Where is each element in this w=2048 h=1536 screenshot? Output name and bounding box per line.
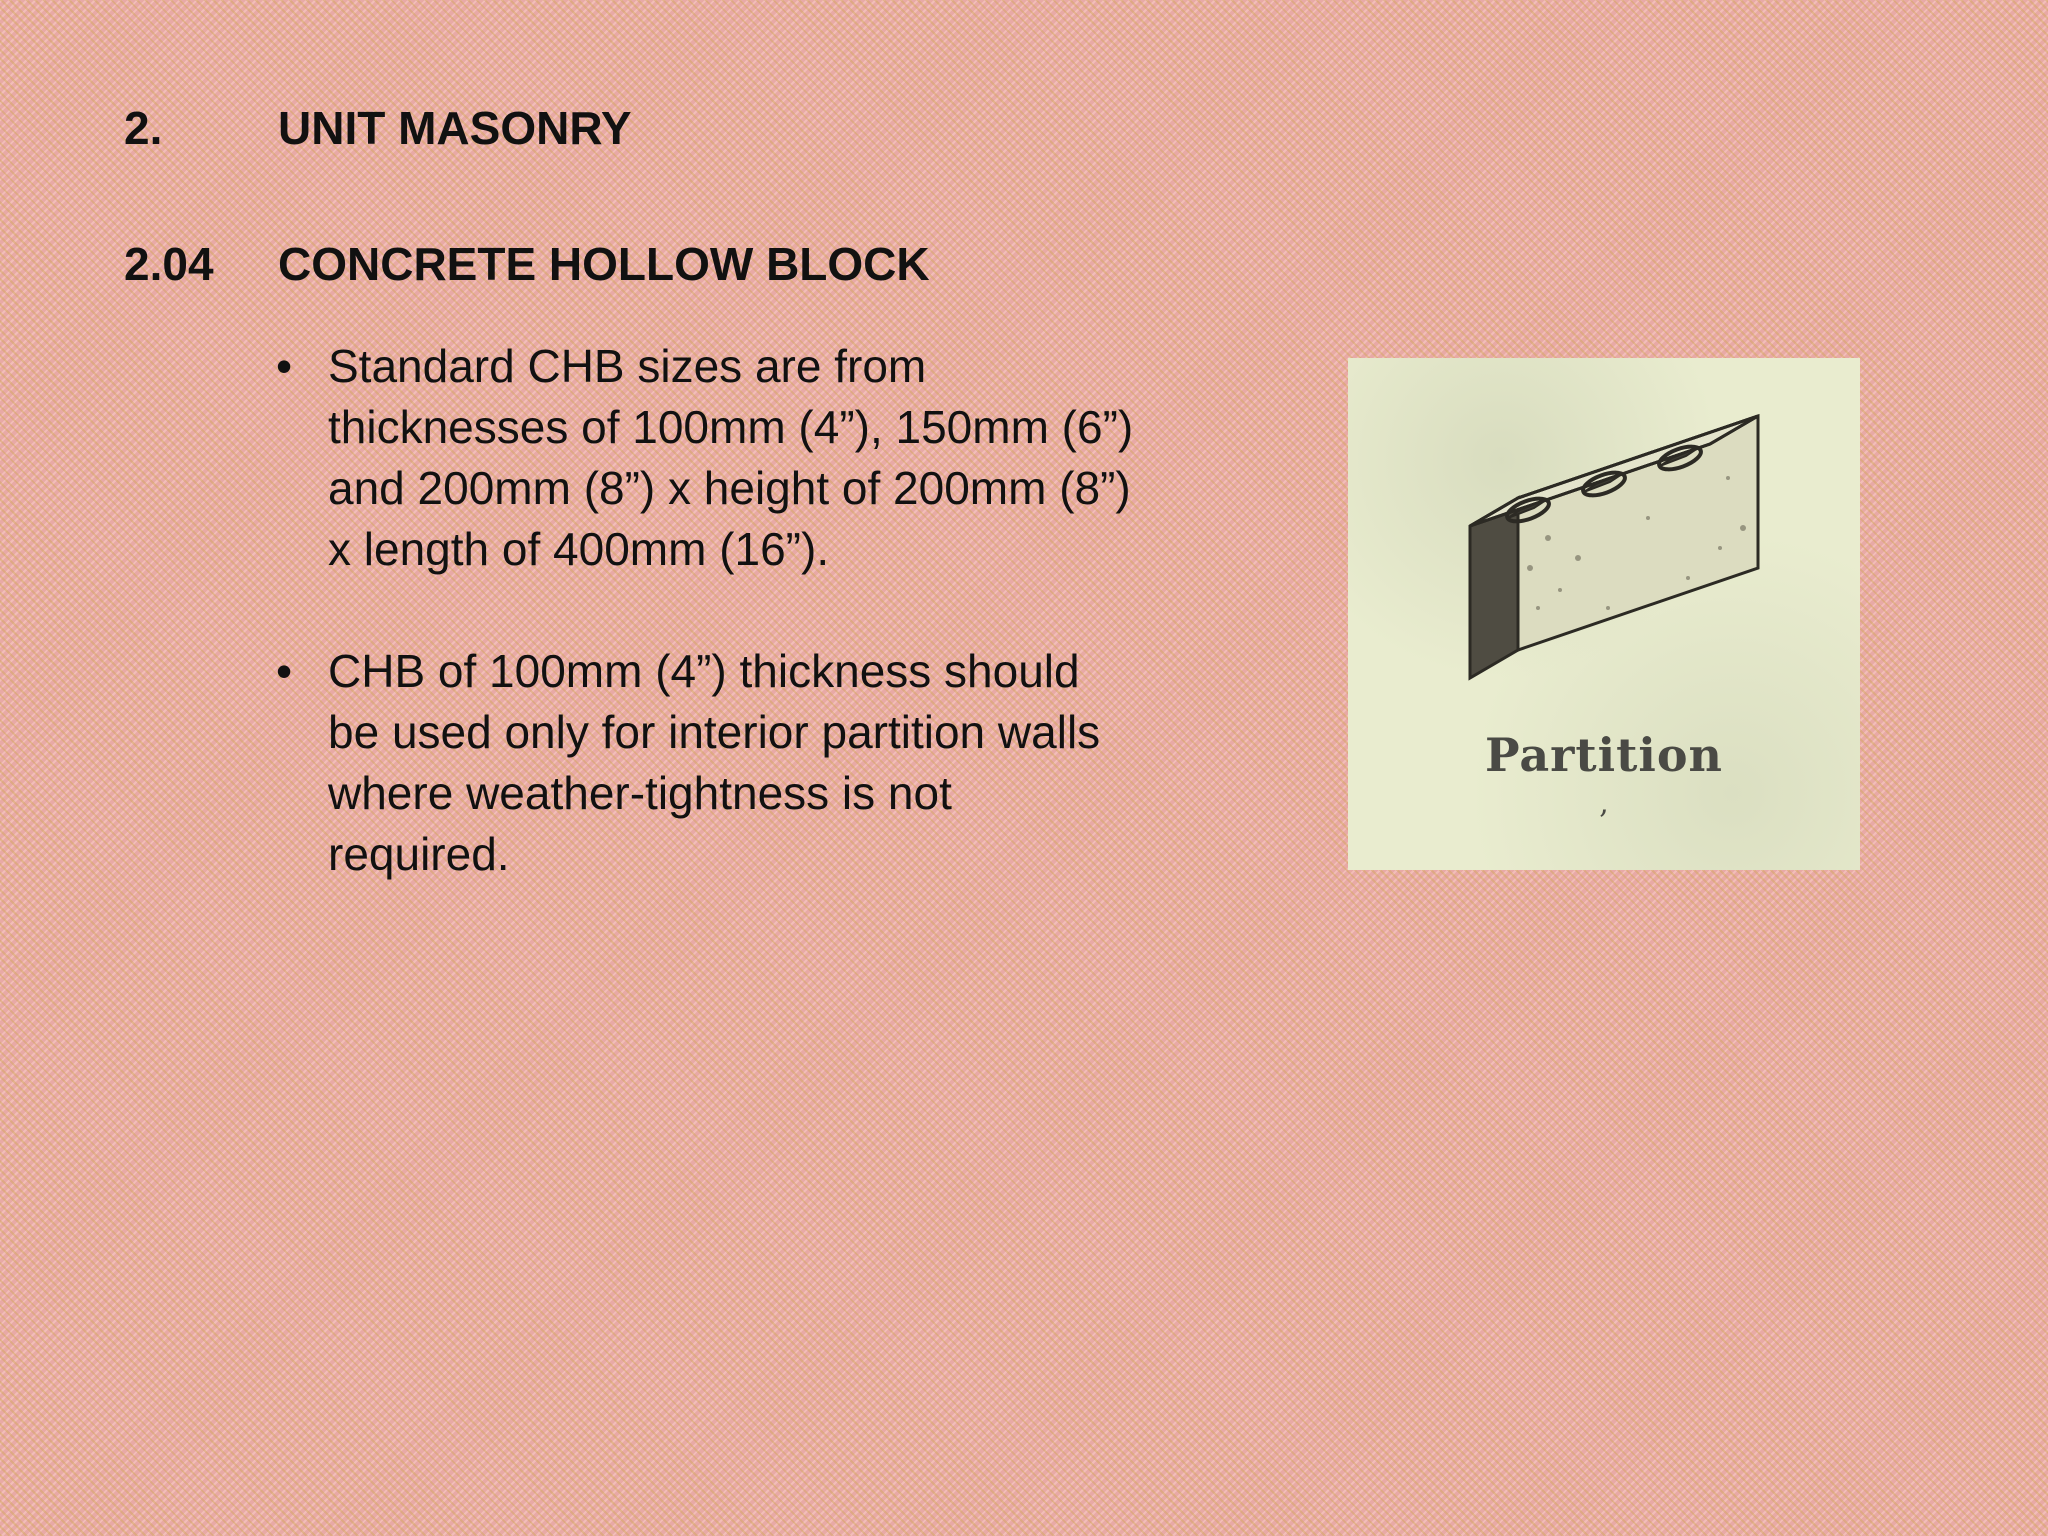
bullet-line: and 200mm (8”) x height of 200mm (8”) — [328, 462, 1131, 514]
subsection-heading — [124, 236, 930, 292]
bullet-line: Standard CHB sizes are from — [328, 340, 927, 392]
svg-text:,: , — [1599, 786, 1609, 821]
section-heading — [124, 100, 632, 156]
bullet-line: required. — [328, 828, 510, 880]
bullet-line: x length of 400mm (16”). — [328, 523, 830, 575]
figure-caption: Partition — [1485, 728, 1723, 782]
bullet-dot-icon: • — [276, 645, 293, 697]
bullet-line: thicknesses of 100mm (4”), 150mm (6”) — [328, 401, 1134, 453]
partition-block-figure — [1348, 358, 1860, 870]
subsection-number: 2.04 — [124, 238, 214, 290]
bullet-line: CHB of 100mm (4”) thickness should — [328, 645, 1080, 697]
bullet-dot-icon: • — [276, 340, 293, 392]
section-number: 2. — [124, 102, 163, 154]
section-title: UNIT MASONRY — [278, 102, 632, 154]
bullet-line: where weather-tightness is not — [328, 767, 952, 819]
bullet-line: be used only for interior partition walls — [328, 706, 1101, 758]
bullet-item — [276, 641, 1256, 885]
hollow-block-icon — [1348, 358, 1860, 870]
bullet-item — [276, 336, 1256, 580]
bullet-list — [276, 336, 1256, 946]
subsection-title: CONCRETE HOLLOW BLOCK — [278, 238, 930, 290]
